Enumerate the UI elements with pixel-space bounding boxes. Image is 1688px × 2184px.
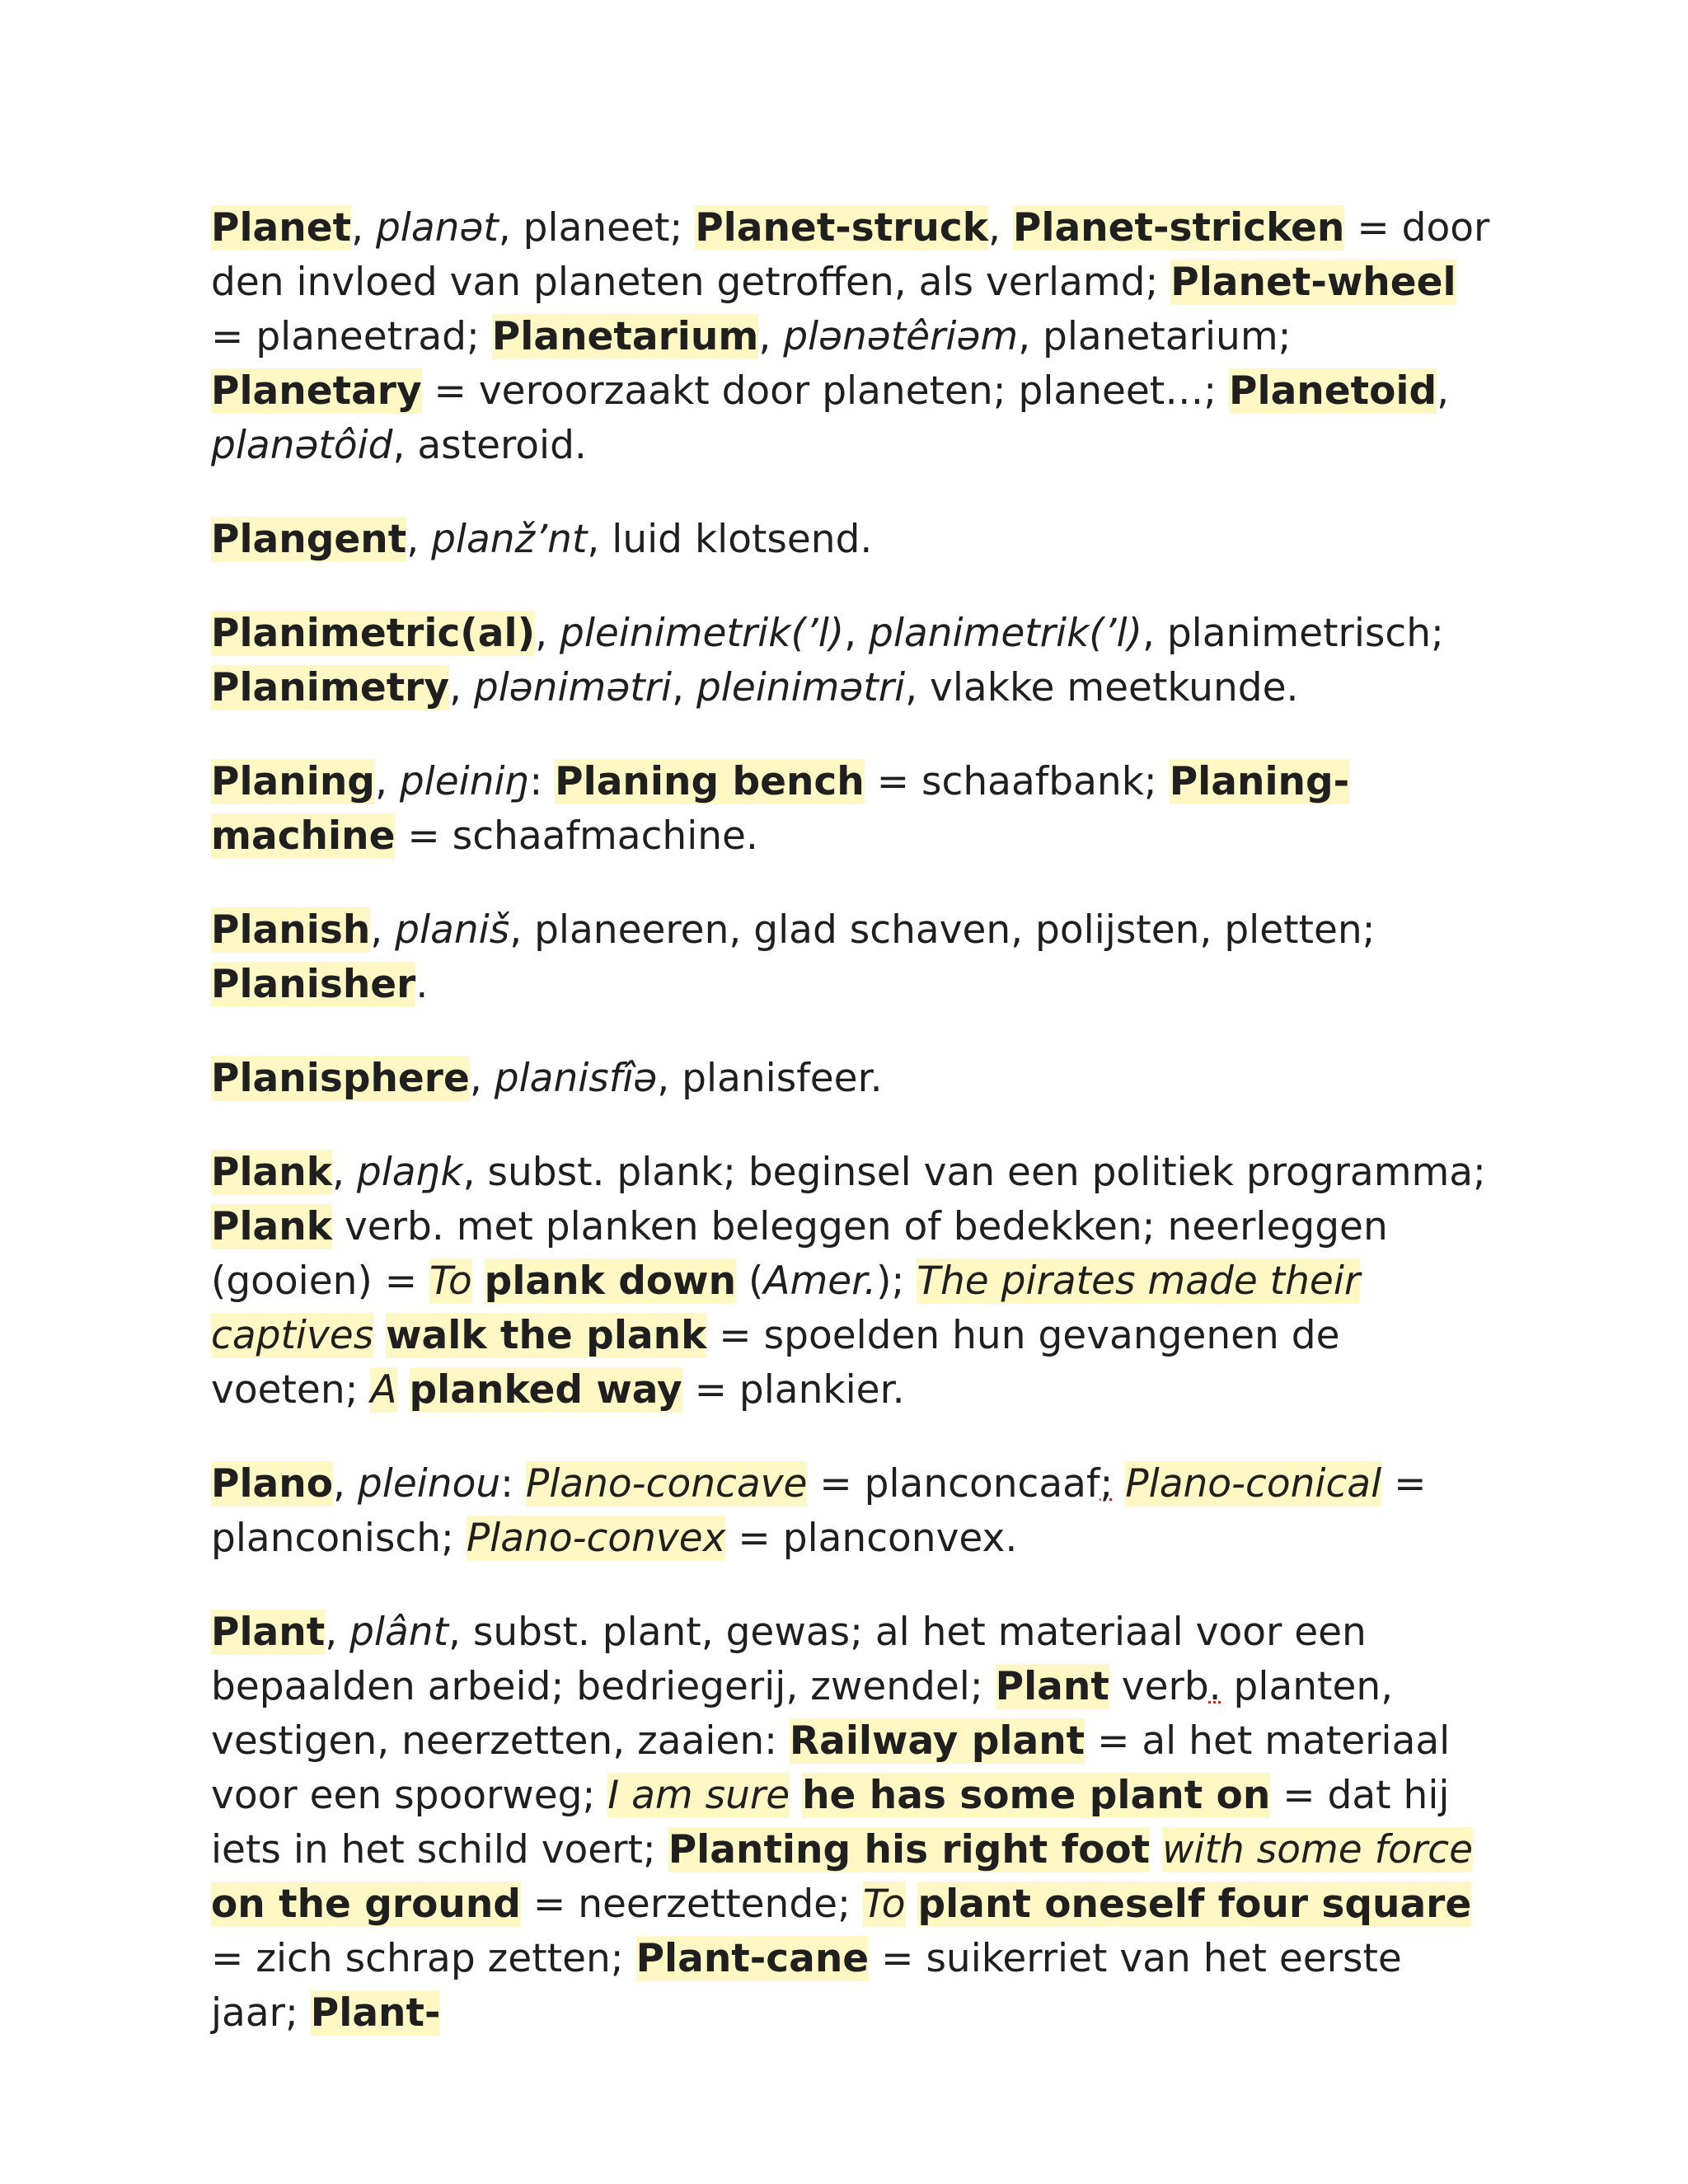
headword: Plant xyxy=(995,1664,1109,1709)
entry-text xyxy=(472,1258,485,1304)
headword: Planimetry xyxy=(211,665,449,710)
entry-text: = spoelden hun gevangenen de voeten; xyxy=(211,1313,1340,1413)
headword: walk the plank xyxy=(386,1313,707,1358)
headword: Planish xyxy=(211,907,371,953)
entry-text xyxy=(906,1882,918,1927)
entry-planing xyxy=(211,755,1497,864)
headword: Plangent xyxy=(211,517,407,562)
example-phrase: To xyxy=(862,1882,906,1927)
pronunciation: planət xyxy=(375,205,499,251)
headword: Planetary xyxy=(211,368,422,414)
entry-text: = plankier. xyxy=(682,1367,905,1413)
entry-text: = dat hij iets in het schild voert; xyxy=(211,1773,1450,1872)
entry-planet xyxy=(211,201,1497,473)
headword: Planing bench xyxy=(555,759,865,804)
pronunciation: planiš xyxy=(395,907,510,953)
entry-text: , xyxy=(333,1461,358,1507)
entry-text: verb xyxy=(1109,1664,1209,1709)
pronunciation: pleinimətri xyxy=(696,665,906,710)
entry-text: , xyxy=(844,611,870,656)
entry-text: planten, vestigen, neerzetten, zaaien: xyxy=(211,1664,1394,1764)
example-phrase: The pirates made their captives xyxy=(211,1258,1361,1358)
entry-plank xyxy=(211,1146,1497,1418)
headword: Plant- xyxy=(310,1990,441,2036)
headword: Planisher xyxy=(211,962,416,1007)
entry-text xyxy=(373,1313,386,1358)
entry-text: , xyxy=(758,314,784,359)
entry-text: : xyxy=(500,1461,526,1507)
entry-text: , planimetrisch; xyxy=(1142,611,1444,656)
headword: Planet-stricken xyxy=(1012,205,1345,251)
entry-text: , xyxy=(469,1056,495,1101)
headword: plant oneself four square xyxy=(917,1882,1472,1927)
headword: plank down xyxy=(484,1258,737,1304)
entry-text: , luid klotsend. xyxy=(587,517,873,562)
entry-text: , xyxy=(1437,368,1450,414)
entry-text: : xyxy=(529,759,556,804)
headword: Planimetric(al) xyxy=(211,611,536,656)
entry-text: verb. met planken beleggen of bedekken; neerleggen (gooien) = xyxy=(211,1204,1388,1304)
entry-text: , xyxy=(332,1150,357,1195)
spellcheck-mark: . xyxy=(1208,1664,1221,1709)
entry-text: = planconcaaf xyxy=(807,1461,1100,1507)
example-phrase: with some force xyxy=(1162,1827,1473,1872)
entry-text: = neerzettende; xyxy=(520,1882,863,1927)
entry-text: = suikerriet van het eerste jaar; xyxy=(211,1936,1402,2036)
headword: Plank xyxy=(211,1204,332,1249)
headword: Planet-wheel xyxy=(1170,260,1456,305)
pronunciation: planimetrik(’l) xyxy=(869,611,1142,656)
entry-text: , xyxy=(325,1610,350,1655)
entry-text: , xyxy=(370,907,396,953)
entry-text: = door den invloed van planeten getroffen, als verlamd; xyxy=(211,205,1490,305)
entry-text: , planeeren, glad schaven, polijsten, pletten; xyxy=(509,907,1376,953)
entry-text: ); xyxy=(876,1258,917,1304)
example-phrase: Plano-concave xyxy=(525,1461,808,1507)
entry-text: , planetarium; xyxy=(1018,314,1292,359)
entry-text: = veroorzaakt door planeten; planeet…; xyxy=(421,368,1230,414)
entry-text xyxy=(790,1773,802,1818)
pronunciation: planisfîə xyxy=(494,1056,658,1101)
entry-text xyxy=(397,1367,410,1413)
headword: Planisphere xyxy=(211,1056,470,1101)
entry-text: , xyxy=(535,611,560,656)
pronunciation: planž’nt xyxy=(431,517,588,562)
entry-text: = al het materiaal voor een spoorweg; xyxy=(211,1718,1451,1818)
entry-text: = planconisch; xyxy=(211,1461,1427,1561)
pronunciation: pleiniŋ xyxy=(399,759,530,804)
entry-text: , xyxy=(988,205,1013,251)
entry-text: = schaafbank; xyxy=(864,759,1170,804)
headword: Planing xyxy=(211,759,375,804)
entry-text: = planconvex. xyxy=(725,1516,1018,1561)
entry-text: , xyxy=(448,665,474,710)
example-phrase: Plano-conical xyxy=(1125,1461,1382,1507)
entry-text: , subst. plant, gewas; al het materiaal voor een bepaalden arbeid; bedriegerij, zwendel; xyxy=(211,1610,1367,1709)
entry-text: , asteroid. xyxy=(392,423,587,468)
entry-text: , subst. plank; beginsel van een politiek programma; xyxy=(462,1150,1486,1195)
entry-text: = schaafmachine. xyxy=(395,813,758,859)
entry-text: = zich schrap zetten; xyxy=(211,1936,636,1981)
entry-planimetric xyxy=(211,607,1497,715)
entry-planisphere xyxy=(211,1052,1497,1106)
entry-text: , vlakke meetkunde. xyxy=(905,665,1299,710)
entry-text: , xyxy=(672,665,696,710)
entry-text: ( xyxy=(736,1258,764,1304)
pronunciation: pleinou xyxy=(357,1461,501,1507)
dictionary-page xyxy=(211,201,1497,2080)
entry-text: , xyxy=(406,517,432,562)
pronunciation: plaŋk xyxy=(356,1150,463,1195)
headword: Planetarium xyxy=(491,314,759,359)
headword: on the ground xyxy=(211,1882,521,1927)
entry-text: , planisfeer. xyxy=(657,1056,883,1101)
example-phrase: To xyxy=(429,1258,472,1304)
pronunciation: plânt xyxy=(349,1610,449,1655)
entry-text xyxy=(1150,1827,1162,1872)
entry-text: , xyxy=(351,205,376,251)
headword: he has some plant on xyxy=(802,1773,1271,1818)
example-phrase: A xyxy=(370,1367,397,1413)
headword: Railway plant xyxy=(789,1718,1085,1764)
pronunciation: pleinimetrik(’l) xyxy=(560,611,845,656)
example-phrase: I am sure xyxy=(607,1773,790,1818)
pronunciation: Amer. xyxy=(763,1258,877,1304)
entry-text xyxy=(1113,1461,1125,1507)
example-phrase: Plano-convex xyxy=(466,1516,726,1561)
entry-plano xyxy=(211,1457,1497,1566)
pronunciation: planətôid xyxy=(211,423,393,468)
headword: Planetoid xyxy=(1229,368,1437,414)
headword: Planet xyxy=(211,205,352,251)
pronunciation: plənimətri xyxy=(473,665,673,710)
headword: Plank xyxy=(211,1150,332,1195)
entry-planish xyxy=(211,903,1497,1012)
headword: Plant-cane xyxy=(635,1936,870,1981)
entry-text: , planeet; xyxy=(498,205,696,251)
entry-plant xyxy=(211,1605,1497,2041)
headword: Plano xyxy=(211,1461,334,1507)
headword: Plant xyxy=(211,1610,326,1655)
headword: Planet-struck xyxy=(695,205,988,251)
entry-text: , xyxy=(374,759,400,804)
entry-text: = planeetrad; xyxy=(211,314,492,359)
headword: planked way xyxy=(409,1367,682,1413)
pronunciation: plənətêriəm xyxy=(783,314,1019,359)
headword: Planting his right foot xyxy=(668,1827,1151,1872)
entry-text: . xyxy=(415,962,429,1007)
headword: Planing-machine xyxy=(211,759,1350,859)
spellcheck-mark: ; xyxy=(1100,1461,1114,1507)
entry-plangent xyxy=(211,513,1497,567)
